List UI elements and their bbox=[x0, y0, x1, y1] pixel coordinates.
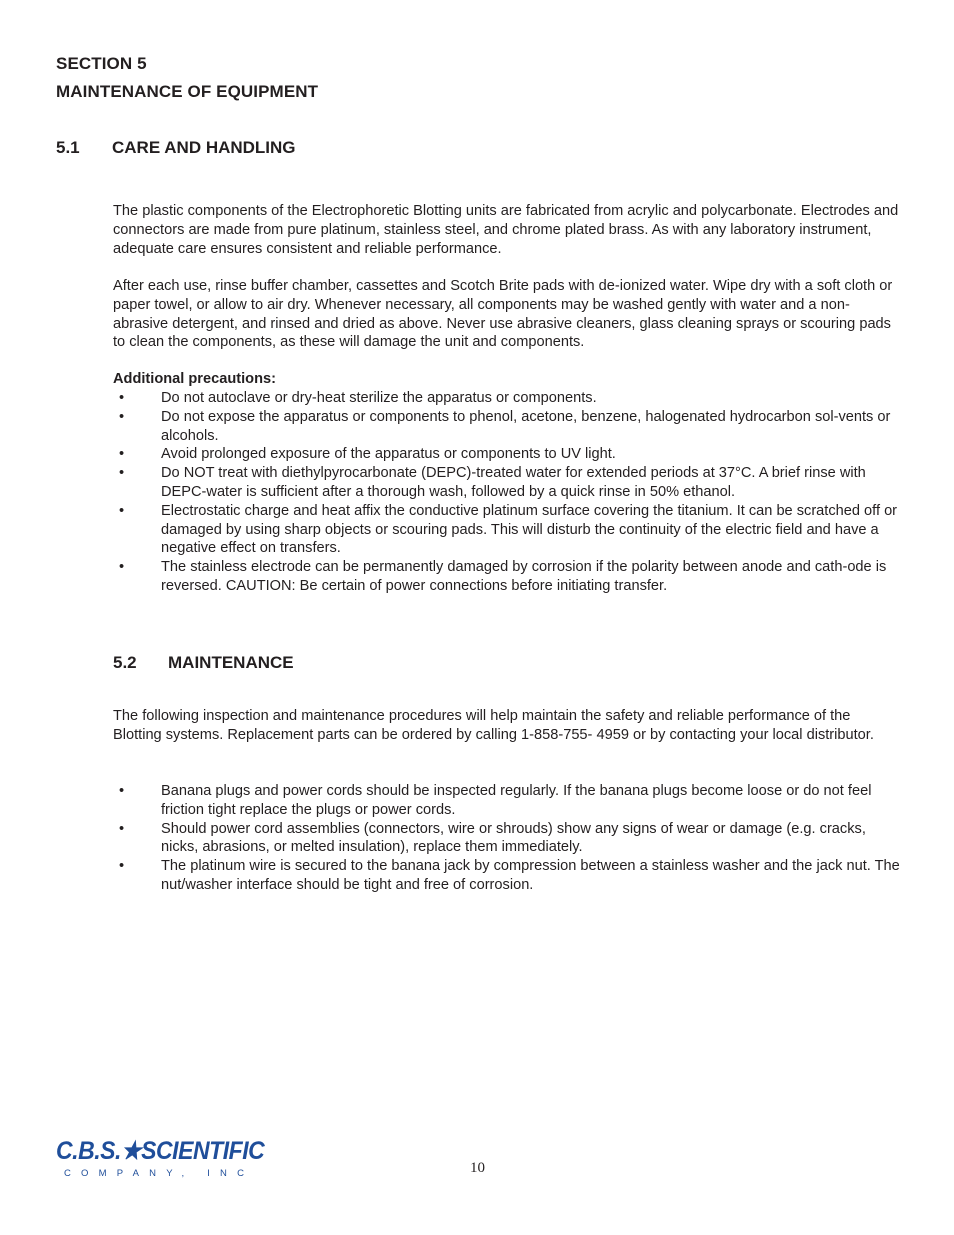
bullet-icon: • bbox=[119, 465, 125, 482]
precautions-label: Additional precautions: bbox=[113, 371, 276, 387]
list-item-text: Do not expose the apparatus or components to phenol, acetone, benzene, halogenated hydrocarbon sol-vents or alcohols. bbox=[161, 408, 891, 444]
list-item-text: Electrostatic charge and heat affix the conductive platinum surface covering the titanium. It can be scratched off or damaged by using sharp objects or scouring pads. This will disturb the continuity of the electric field and have a negative effect on transfers. bbox=[161, 502, 898, 557]
paragraph-maintenance bbox=[113, 707, 903, 745]
bullet-icon: • bbox=[119, 446, 125, 463]
company-logo bbox=[56, 1136, 282, 1179]
bullet-icon: • bbox=[119, 820, 125, 837]
list-item-text: Do not autoclave or dry-heat sterilize the apparatus or components. bbox=[161, 390, 597, 406]
bullet-icon: • bbox=[119, 858, 125, 875]
list-item bbox=[113, 389, 903, 408]
list-item bbox=[113, 408, 903, 446]
list-item bbox=[113, 502, 903, 558]
logo-subtitle: COMPANY, INC bbox=[64, 1168, 255, 1179]
list-item bbox=[113, 558, 903, 596]
list-item bbox=[113, 782, 903, 820]
heading-5-1-number: 5.1 bbox=[56, 138, 80, 157]
page-number: 10 bbox=[470, 1160, 485, 1176]
list-item-text: Banana plugs and power cords should be inspected regularly. If the banana plugs become loose or do not feel friction tight replace the plugs or power cords. bbox=[161, 783, 872, 818]
bullet-icon: • bbox=[119, 502, 125, 519]
bullet-icon: • bbox=[119, 783, 125, 799]
bullet-icon: • bbox=[119, 408, 125, 425]
list-item-text: Avoid prolonged exposure of the apparatus or components to UV light. bbox=[161, 446, 616, 463]
paragraph-cleaning-text: After each use, rinse buffer chamber, cassettes and Scotch Brite pads with de-ionized water. Wipe dry with a soft cloth or paper towel, or allow to air dry. Whenever necessary, all components may be washed gently with water and a non-abrasive detergent, and rinsed and dried as above. Never use abrasive cleaners, glass cleaning sprays or scouring pads to clean the components, as these will damage the unit and components. bbox=[113, 278, 893, 351]
logo-wordmark: C.B.S.★SCIENTIFIC bbox=[56, 1137, 265, 1165]
list-item bbox=[113, 857, 903, 895]
section-title: MAINTENANCE OF EQUIPMENT bbox=[56, 82, 319, 101]
paragraph-maintenance-text: The following inspection and maintenance procedures will help maintain the safety and reliable performance of the Blotting systems. Replacement parts can be ordered by calling 1-858-755- 4959 or by contacting your local distributor. bbox=[113, 708, 874, 743]
list-item bbox=[113, 445, 903, 464]
list-item-text: Should power cord assemblies (connectors, wire or shrouds) show any signs of wear or damage (e.g. cracks, nicks, abrasions, or melted insulation), replace them immediately. bbox=[161, 820, 866, 856]
paragraph-materials bbox=[113, 202, 903, 258]
heading-5-2-number: 5.2 bbox=[113, 653, 137, 672]
maintenance-list bbox=[113, 782, 903, 895]
bullet-icon: • bbox=[119, 559, 125, 576]
paragraph-materials-text: The plastic components of the Electrophoretic Blotting units are fabricated from acrylic and polycarbonate. Electrodes and connectors are made from pure platinum, stainless steel, and chrome plated brass. As with any laboratory instrument, adequate care ensures consistent and reliable performance. bbox=[113, 203, 899, 257]
heading-5-2-title: MAINTENANCE bbox=[168, 653, 294, 672]
list-item-text: Do NOT treat with diethylpyrocarbonate (DEPC)-treated water for extended periods at 37°C. A brief rinse with DEPC-water is sufficient after a thorough wash, followed by a quick rinse in 50% ethanol. bbox=[161, 465, 866, 500]
list-item-text: The stainless electrode can be permanently damaged by corrosion if the polarity between anode and cath-ode is reversed. CAUTION: Be certain of power connections before initiating transfer. bbox=[161, 559, 887, 594]
heading-5-1-title: CARE AND HANDLING bbox=[112, 138, 296, 157]
bullet-icon: • bbox=[119, 390, 125, 406]
list-item bbox=[113, 820, 903, 858]
section-label: SECTION 5 bbox=[56, 54, 147, 73]
list-item-text: The platinum wire is secured to the banana jack by compression between a stainless washer and the jack nut. The nut/washer interface should be tight and free of corrosion. bbox=[161, 858, 900, 893]
precautions-list bbox=[113, 389, 903, 596]
list-item bbox=[113, 464, 903, 502]
paragraph-cleaning bbox=[113, 277, 903, 352]
